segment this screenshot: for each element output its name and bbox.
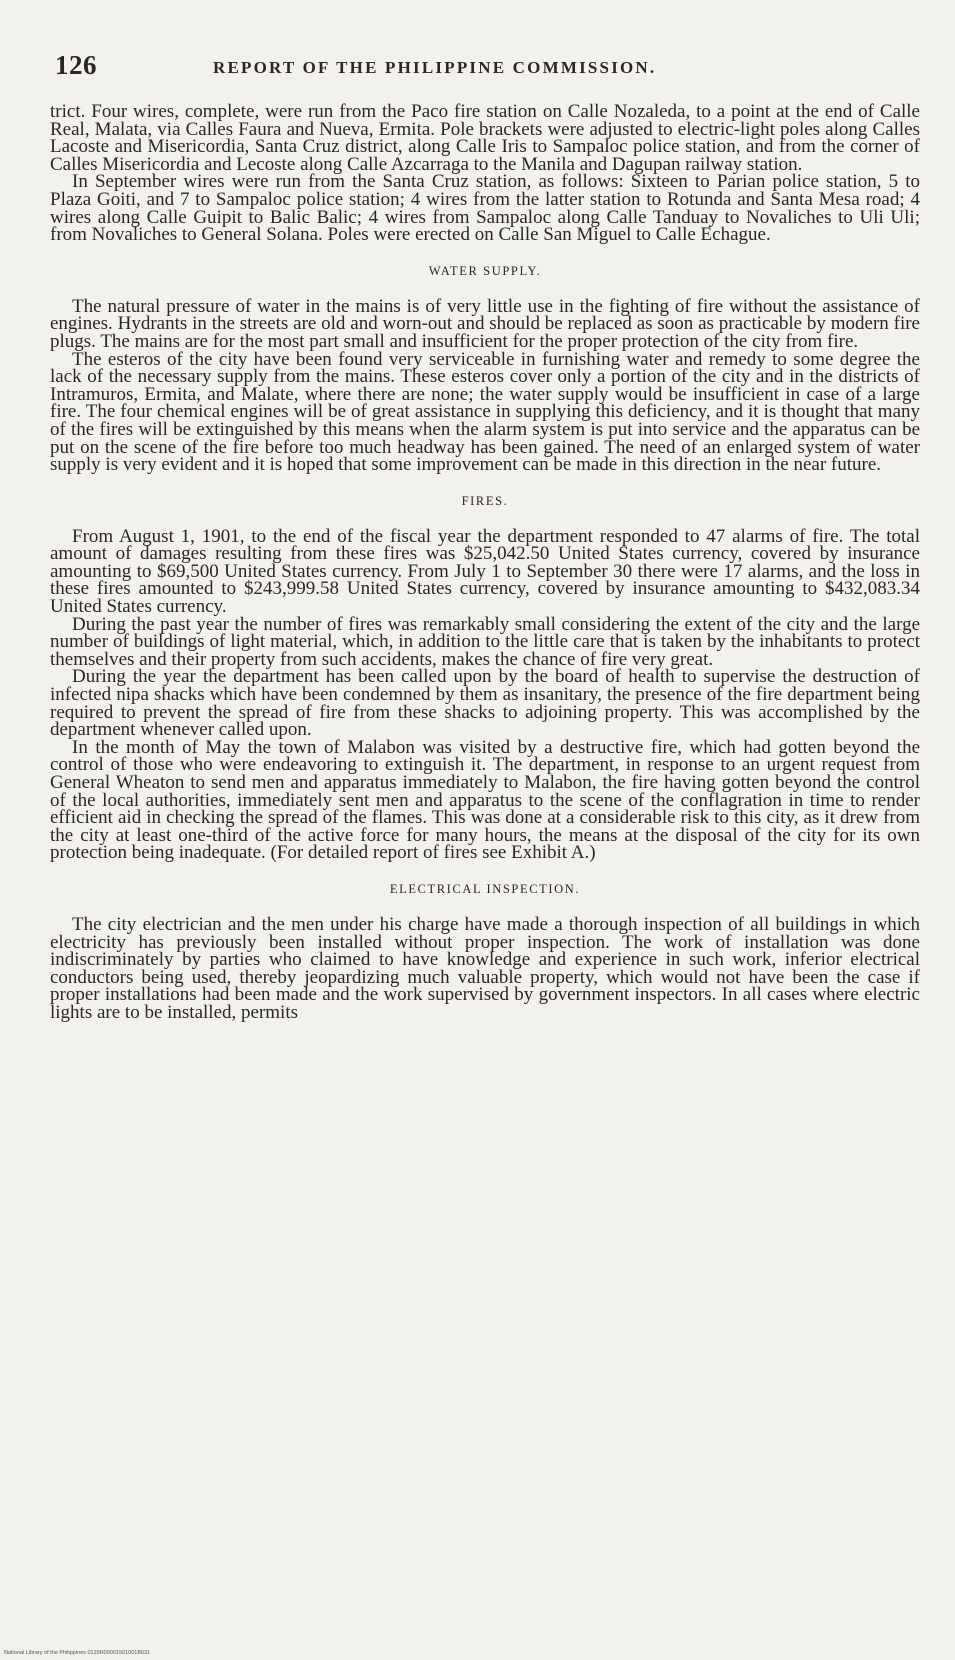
paragraph: trict. Four wires, complete, were run from the Paco fire station on Calle Nozaleda, to a point at the end of Calle Real, Malata, via Calles Faura and Nueva, Ermita. Pole brackets were adjusted to electric-light poles along Calles Lacoste and Misericordia, Santa Cruz district, along Calle Iris to Sampaloc police station, and from the corner of Calles Misericordia and Lecoste along Calle Azcarraga to the Manila and Dagupan railway station. (50, 101, 920, 175)
paragraph: In September wires were run from the Santa Cruz station, as follows: Sixteen to Parian police station, 5 to Plaza Goiti, and 7 to Sampaloc police station; 4 wires from the latter station to Rotunda and Santa Mesa road; 4 wires along Calle Guipit to Balic Balic; 4 wires from Sampaloc along Calle Tanduay to Novaliches to Uli Uli; from Novaliches to General Solana. Poles were erected on Calle San Miguel to Calle Echague. (50, 171, 920, 246)
paragraph: During the past year the number of fires was remarkably small considering the extent of the city and the large number of buildings of light material, which, in addition to the little care that is taken by the inhabitants to protect themselves and their property from such accidents, makes the chance of fire very great. (50, 613, 920, 670)
paragraph: From August 1, 1901, to the end of the fiscal year the department responded to 47 alarms of fire. The total amount of damages resulting from these fires was $25,042.50 United States currency, covered by insurance amounting to $69,500 United States currency. From July 1 to September 30 there were 17 alarms, and the loss in these fires amounted to $243,999.58 United States currency, covered by insurance amounting to $432,083.34 United States currency. (50, 525, 920, 618)
running-title: REPORT OF THE PHILIPPINE COMMISSION. (213, 58, 657, 77)
paragraph: In the month of May the town of Malabon was visited by a destructive fire, which had gotten beyond the control of those who were endeavoring to extinguish it. The department, in response to an urgent request from General Wheaton to send men and apparatus immediately to Malabon, the fire having gotten beyond the control of the local authorities, immediately sent men and apparatus to the scene of the conflagration in time to render efficient aid in checking the spread of the flames. This was done at a considerable risk to this city, as it drew from the city at least one-third of the active force for many hours, the means at the disposal of the city for its own protection being inadequate. (For detailed report of fires see Exhibit A.) (50, 736, 920, 864)
section-heading-electrical-inspection: ELECTRICAL INSPECTION. (389, 881, 581, 896)
paragraph: The city electrician and the men under his charge have made a thorough inspection of all buildings in which electricity has previously been installed without proper inspection. The work of installation was done indiscriminately by parties who claimed to have knowledge and experience in such work, inferior electrical conductors being used, thereby jeopardizing much valuable property, which would not have been the case if proper installations had been made and the work supervised by government inspectors. In all cases where electric lights are to be installed, permits (50, 913, 920, 1023)
scan-footer-note: National Library of the Philippines 0129R00001501001B631 (4, 1650, 151, 1656)
page-number: 126 (55, 50, 97, 80)
paragraph: The natural pressure of water in the mains is of very little use in the fighting of fire without the assistance of engines. Hydrants in the streets are old and worn-out and should be replaced as soon as practicable by modern fire plugs. The mains are for the most part small and insufficient for the proper protection of the city from fire. (50, 295, 920, 352)
page-header (55, 50, 915, 90)
section-heading-water-supply: WATER SUPPLY. (428, 263, 542, 278)
body-text (50, 103, 920, 1022)
paragraph: During the year the department has been called upon by the board of health to supervise the destruction of infected nipa shacks which have been condemned by them as insanitary, the presence of the fire department being required to prevent the spread of fire from these shacks to adjoining property. This was accomplished by the department whenever called upon. (50, 666, 920, 741)
paragraph: The esteros of the city have been found very serviceable in furnishing water and remedy to some degree the lack of the necessary supply from the mains. These esteros cover only a portion of the city and in the districts of Intramuros, Ermita, and Malate, where there are none; the water supply would be insufficient in case of a large fire. The four chemical engines will be of great assistance in supplying this deficiency, and it is thought that many of the fires will be extinguished by this means when the alarm system is put into service and the apparatus can be put on the scene of the fire before too much headway has been gained. The need of an enlarged system of water supply is very evident and it is hoped that some improvement can be made in this direction in the near future. (50, 348, 920, 476)
section-heading-fires: FIRES. (461, 493, 509, 508)
